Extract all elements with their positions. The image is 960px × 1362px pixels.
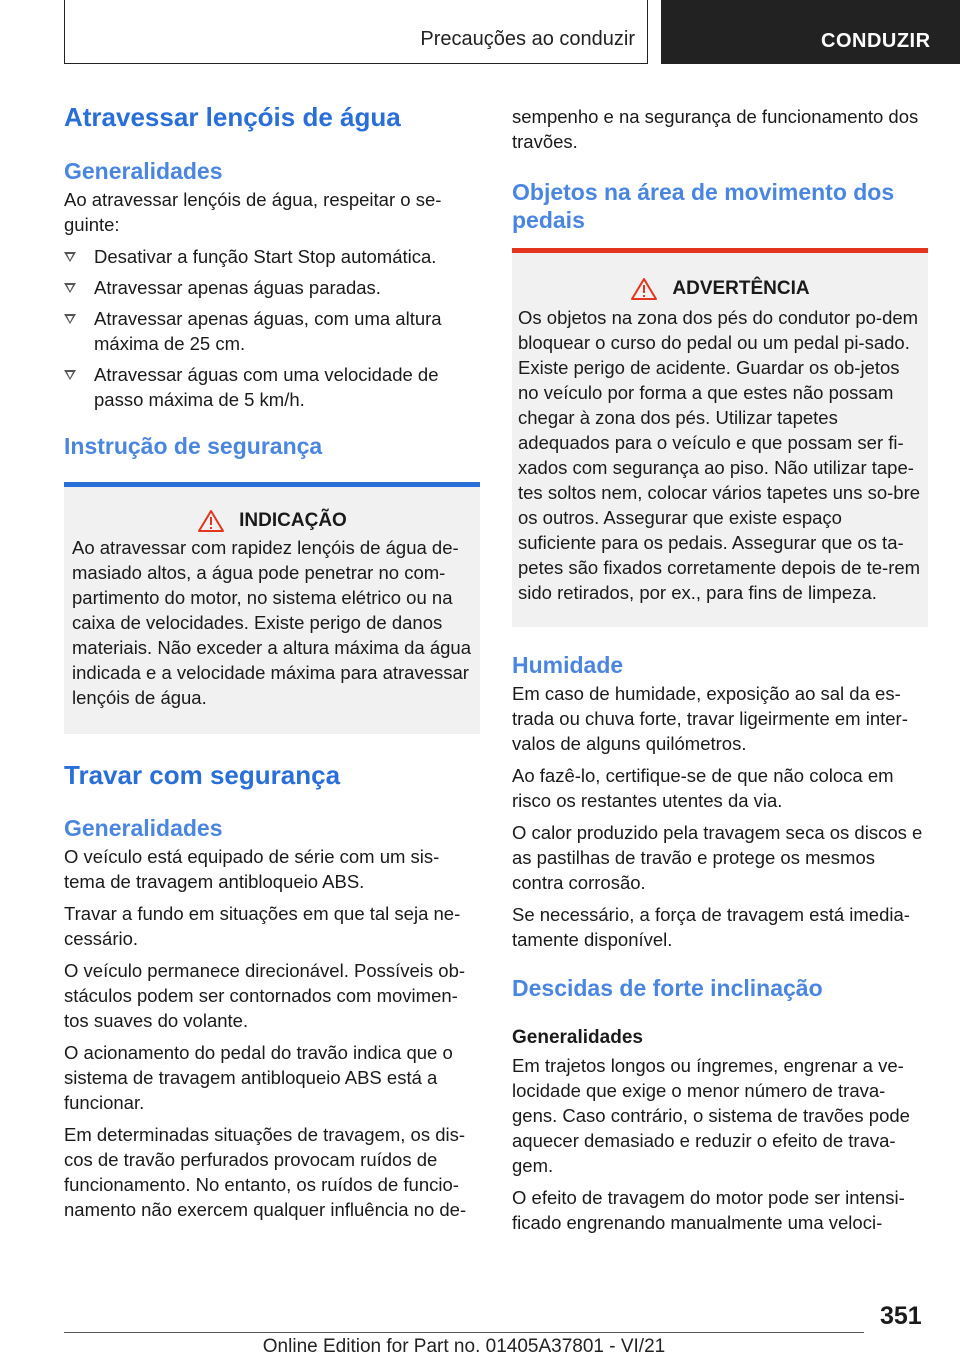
paragraph: O acionamento do pedal do travão indica que o sistema de travagem antibloqueio ABS está a funcionar. (64, 1042, 453, 1113)
list-item: Atravessar águas com uma velocidade de passo máxima de 5 km/h. (64, 362, 480, 412)
notice-box (64, 482, 480, 734)
intro-text: Ao atravessar lençóis de água, respeitar o se-guinte: (64, 189, 442, 235)
left-column (64, 100, 480, 1222)
warning-header (518, 277, 922, 301)
subheading-descent: Descidas de forte inclinação (512, 975, 823, 1001)
paragraph: Se necessário, a força de travagem está imedia-tamente disponível. (512, 904, 910, 950)
triangle-down-icon (64, 370, 76, 380)
paragraph: O calor produzido pela travagem seca os discos e as pastilhas de travão e protege os mesmos contra corrosão. (512, 822, 923, 893)
warning-triangle-icon (197, 509, 225, 533)
footer-edition: Online Edition for Part no. 01405A37801 - VI/21 (262, 1336, 666, 1357)
heading-brake: Travar com segurança (64, 760, 341, 790)
paragraph: Em determinadas situações de travagem, os dis-cos de travão perfurados provocam ruídos de funcionamento. No entanto, os ruídos de funcio-namento não exercem qualquer influência no de- (64, 1124, 467, 1220)
header-chapter-title: CONDUZIR (821, 30, 931, 52)
header-section-box (64, 0, 648, 64)
paragraph: O veículo permanece direcionável. Possíveis ob-stáculos podem ser contornados com movimen-tos suaves do volante. (64, 960, 466, 1031)
subheading-pedals: Objetos na área de movimento dos pedais (512, 179, 895, 233)
paragraph: Travar a fundo em situações em que tal seja ne-cessário. (64, 903, 461, 949)
paragraph: Ao fazê-lo, certifique-se de que não coloca em risco os restantes utentes da via. (512, 765, 894, 811)
subheading-general-3: Generalidades (512, 1027, 643, 1048)
paragraph: Em trajetos longos ou íngremes, engrenar a ve-locidade que exige o menor número de trava-gens. Caso contrário, o sistema de travões pode aquecer demasiado e reduzir o efeito de trava-gem. (512, 1055, 910, 1176)
notice-title: INDICAÇÃO (239, 510, 347, 531)
subheading-general: Generalidades (64, 158, 223, 184)
list-item: Atravessar apenas águas, com uma altura máxima de 25 cm. (64, 306, 480, 356)
warning-title: ADVERTÊNCIA (672, 278, 810, 299)
footer-divider (64, 1332, 864, 1333)
triangle-down-icon (64, 314, 76, 324)
triangle-down-icon (64, 252, 76, 262)
notice-text: Ao atravessar com rapidez lençóis de água de-masiado altos, a água pode penetrar no com-partimento do motor, no sistema elétrico ou na caixa de velocidades. Existe perigo de danos materiais. Não exceder a altura máxima da água indicada e a velocidade máxima para atravessar lençóis de água. (72, 537, 471, 708)
page-header (0, 0, 960, 66)
warning-box (512, 248, 928, 627)
header-section-title: Precauções ao conduzir (420, 28, 635, 50)
right-column (512, 100, 928, 1235)
triangle-down-icon (64, 283, 76, 293)
paragraph: O veículo está equipado de série com um sis-tema de travagem antibloqueio ABS. (64, 846, 440, 892)
list-item: Atravessar apenas águas paradas. (64, 275, 480, 300)
warning-text: Os objetos na zona dos pés do condutor po-dem bloquear o curso do pedal ou um pedal pi-sado. Existe perigo de acidente. Guardar os ob-jetos no veículo por forma a que estes não possam chegar à zona dos pés. Utilizar tapetes adequados para o veículo e que possam ser fi-xados com segurança ao piso. Não utilizar tape-tes soltos nem, colocar vários tapetes uns so-bre os outros. Assegurar que existe espaço suficiente para os pedais. Assegurar que os ta-petes são fixados corretamente depois de te-rem sido retirados, por ex., para fins de limpeza. (518, 307, 921, 603)
warning-triangle-icon (630, 277, 658, 301)
notice-header (72, 509, 472, 533)
subheading-general-2: Generalidades (64, 815, 223, 841)
paragraph: Em caso de humidade, exposição ao sal da es-trada ou chuva forte, travar ligeirmente em inter-valos de alguns quilómetros. (512, 683, 908, 754)
list-item: Desativar a função Start Stop automática. (64, 244, 480, 269)
page-number: 351 (880, 1302, 922, 1330)
header-chapter-tab (661, 0, 960, 64)
heading-water: Atravessar lençóis de água (64, 102, 401, 132)
paragraph: O efeito de travagem do motor pode ser intensi-ficado engrenando manualmente uma veloci- (512, 1187, 905, 1233)
subheading-humidity: Humidade (512, 652, 624, 678)
continuation-text: sempenho e na segurança de funcionamento dos travões. (512, 106, 919, 152)
subheading-safety: Instrução de segurança (64, 433, 323, 459)
